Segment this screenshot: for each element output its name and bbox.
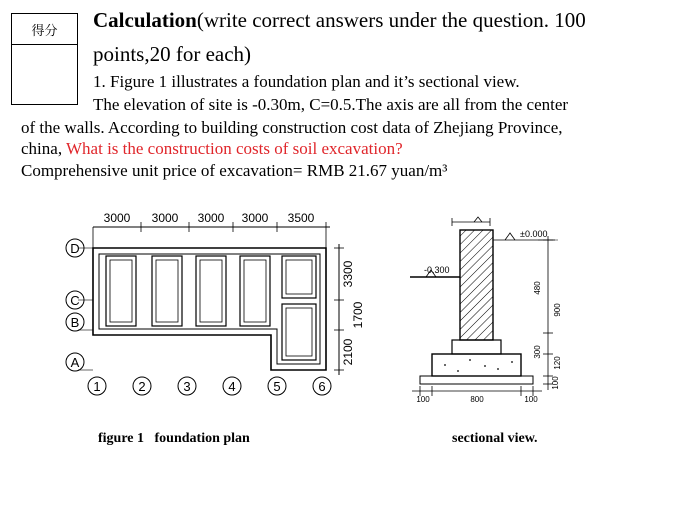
question-line-2: The elevation of site is -0.30m, C=0.5.The axis are all from the center <box>93 95 569 114</box>
question-heading-line2: points,20 for each) <box>93 42 252 66</box>
section-caption: sectional view. <box>452 431 538 446</box>
figure-caption <box>98 431 250 447</box>
dim-section-120: 120 <box>553 356 562 370</box>
dim-bottom-1: 100 <box>416 395 430 404</box>
dim-right-1: 3300 <box>341 260 355 288</box>
dim-bottom-3: 100 <box>524 395 538 404</box>
dim-right-3: 2100 <box>341 338 355 366</box>
question-line-1: 1. Figure 1 illustrates a foundation plan and it’s sectional view. <box>93 72 520 91</box>
question-line-3: of the walls. According to building construction cost data of Zhejiang Province, <box>21 118 563 137</box>
axis-label-2: 2 <box>138 379 146 394</box>
dim-top-4: 3000 <box>241 211 269 225</box>
dim-section-300: 300 <box>533 345 542 359</box>
axis-label-6: 6 <box>318 379 326 394</box>
dim-top-1: 3000 <box>103 211 131 225</box>
dim-bottom-2: 800 <box>470 395 484 404</box>
dim-top-2: 3000 <box>151 211 179 225</box>
axis-label-c: C <box>70 293 80 308</box>
sectional-view-drawing <box>410 217 558 396</box>
score-label: 得分 <box>12 14 77 45</box>
elev-top-label: ±0.000 <box>520 229 548 239</box>
question-line-4-plain: china, <box>21 139 67 158</box>
heading-rest: (write correct answers under the question. 100 <box>196 8 586 32</box>
dim-top-5: 3500 <box>287 211 315 225</box>
axis-label-d: D <box>70 241 80 256</box>
heading-bold: Calculation <box>93 8 197 32</box>
elev-site-label: -0.300 <box>424 265 450 275</box>
axis-label-3: 3 <box>183 379 191 394</box>
axis-label-1: 1 <box>93 379 101 394</box>
dim-section-480: 480 <box>533 281 542 295</box>
question-line-4-highlight: What is the construction costs of soil excavation? <box>66 139 403 158</box>
dim-section-900: 900 <box>553 303 562 317</box>
axis-label-b: B <box>70 315 80 330</box>
axis-label-a: A <box>70 355 80 370</box>
axis-label-4: 4 <box>228 379 236 394</box>
dim-top-3: 3000 <box>197 211 225 225</box>
axis-label-5: 5 <box>273 379 281 394</box>
figure-caption-bold: figure 1 <box>98 431 145 446</box>
figure-caption-rest: foundation plan <box>154 431 250 446</box>
dim-section-100: 100 <box>551 376 560 390</box>
question-line-5: Comprehensive unit price of excavation= RMB 21.67 yuan/m³ <box>21 161 448 180</box>
dim-right-2: 1700 <box>351 301 365 329</box>
